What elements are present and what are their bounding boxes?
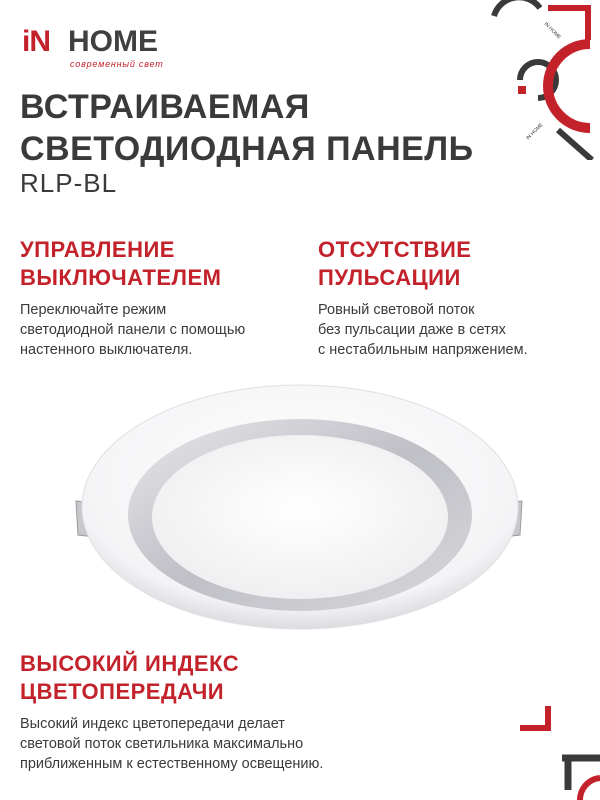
title-line-2: СВЕТОДИОДНАЯ ПАНЕЛЬ bbox=[20, 130, 474, 168]
feature-no-flicker bbox=[318, 236, 588, 360]
feature-text bbox=[318, 300, 588, 360]
feature-title-line-2: ВЫКЛЮЧАТЕЛЕМ bbox=[20, 265, 222, 290]
feature-text-line-1: Переключайте режим bbox=[20, 302, 167, 318]
decorative-graphic-bottom bbox=[500, 700, 600, 800]
page-title bbox=[20, 86, 474, 170]
led-panel-image bbox=[60, 375, 540, 635]
feature-switch-control bbox=[20, 236, 310, 360]
feature-text-line-3: приближенным к естественному освещению. bbox=[20, 756, 324, 772]
panel-diffuser bbox=[152, 435, 448, 599]
logo-in: iN bbox=[22, 25, 50, 58]
feature-text-line-3: с нестабильным напряжением. bbox=[318, 342, 528, 358]
deco-text-1: IN HOME bbox=[525, 122, 545, 142]
feature-text-line-2: светодиодной панели с помощью bbox=[20, 322, 246, 338]
feature-color-rendering bbox=[20, 650, 450, 774]
feature-title-line-2: ПУЛЬСАЦИИ bbox=[318, 265, 461, 290]
model-code: RLP-BL bbox=[20, 168, 118, 198]
feature-title-line-1: УПРАВЛЕНИЕ bbox=[20, 237, 175, 262]
feature-title-line-2: ЦВЕТОПЕРЕДАЧИ bbox=[20, 679, 225, 704]
feature-text bbox=[20, 300, 310, 360]
deco-text-2: IN HOME bbox=[542, 21, 562, 41]
feature-text-line-3: настенного выключателя. bbox=[20, 342, 193, 358]
feature-text bbox=[20, 714, 450, 774]
feature-text-line-1: Ровный световой поток bbox=[318, 302, 475, 318]
logo-home: HOME bbox=[68, 25, 158, 58]
feature-title bbox=[20, 650, 450, 706]
feature-title-line-1: ОТСУТСТВИЕ bbox=[318, 237, 472, 262]
title-line-1: ВСТРАИВАЕМАЯ bbox=[20, 88, 310, 126]
feature-text-line-1: Высокий индекс цветопередачи делает bbox=[20, 716, 285, 732]
logo-tagline: современный свет bbox=[70, 59, 164, 69]
feature-title-line-1: ВЫСОКИЙ ИНДЕКС bbox=[20, 651, 240, 676]
feature-title bbox=[318, 236, 588, 292]
feature-text-line-2: без пульсации даже в сетях bbox=[318, 322, 506, 338]
brand-logo bbox=[22, 25, 192, 75]
decorative-graphic-top bbox=[480, 0, 600, 160]
feature-title bbox=[20, 236, 310, 292]
feature-text-line-2: световой поток светильника максимально bbox=[20, 736, 304, 752]
